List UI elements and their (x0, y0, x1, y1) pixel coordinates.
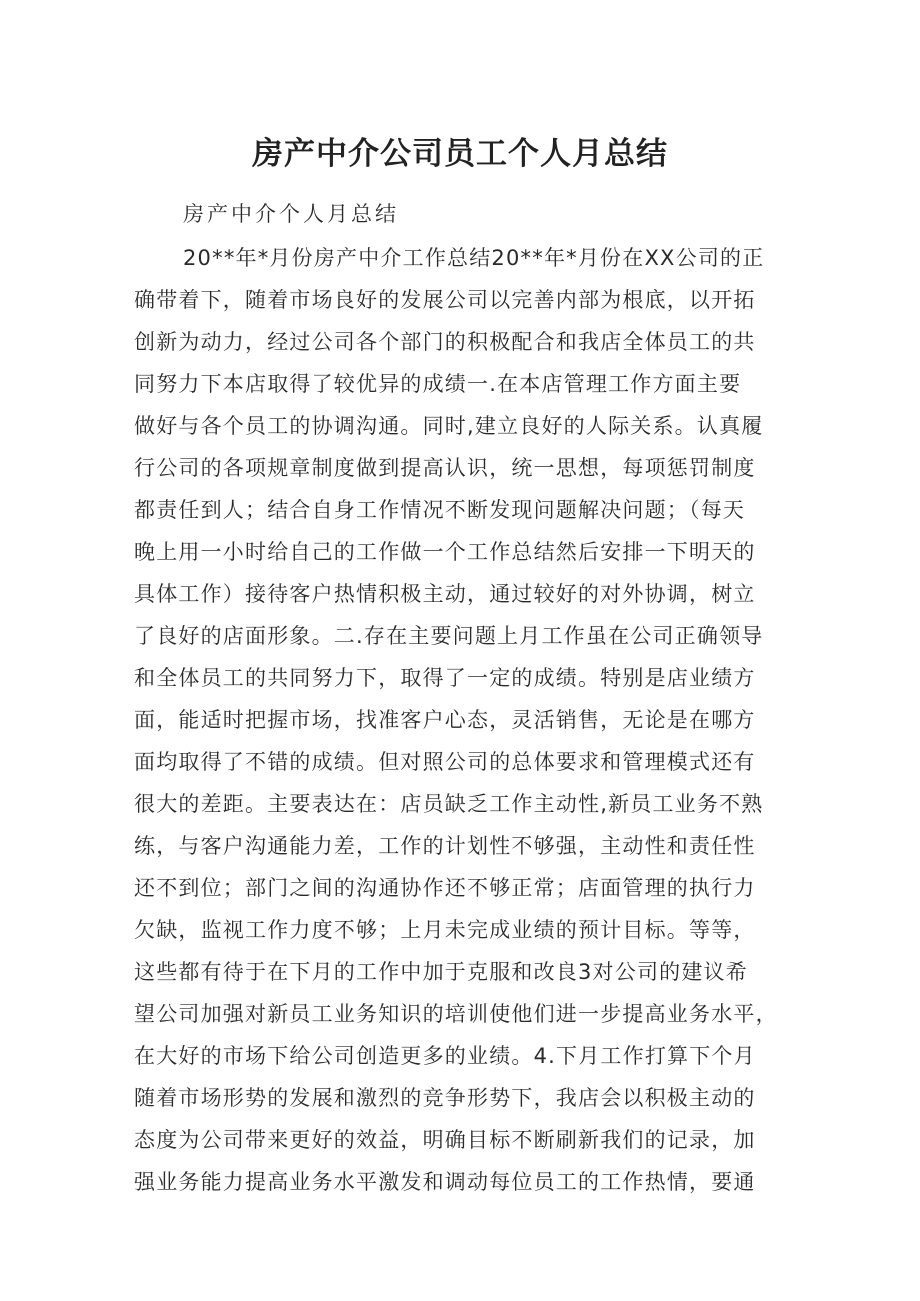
paragraph-line: 还不到位；部门之间的沟通协作还不够正常；店面管理的执行力 (134, 876, 756, 900)
paragraph-line: 做好与各个员工的协调沟通。同时,建立良好的人际关系。认真履 (134, 414, 764, 438)
paragraph-line: 创新为动力，经过公司各个部门的积极配合和我店全体员工的共 (134, 330, 756, 354)
paragraph-line: 和全体员工的共同努力下，取得了一定的成绩。特别是店业绩方 (134, 666, 756, 690)
paragraph-line: 态度为公司带来更好的效益，明确目标不断刷新我们的记录，加 (134, 1128, 756, 1152)
paragraph-line: 望公司加强对新员工业务知识的培训使他们进一步提高业务水平， (134, 1002, 778, 1026)
paragraph-line: 了良好的店面形象。二.存在主要问题上月工作虽在公司正确领导 (134, 624, 764, 648)
paragraph-line: 面均取得了不错的成绩。但对照公司的总体要求和管理模式还有 (134, 750, 756, 774)
paragraph-line: 在大好的市场下给公司创造更多的业绩。4.下月工作打算下个月 (134, 1044, 756, 1068)
paragraph-line: 具体工作）接待客户热情积极主动，通过较好的对外协调，树立 (134, 582, 756, 606)
paragraph-line: 确带着下，随着市场良好的发展公司以完善内部为根底，以开拓 (134, 288, 756, 312)
paragraph-line: 20**年*月份房产中介工作总结20**年*月份在XX公司的正 (183, 246, 765, 270)
paragraph-line: 行公司的各项规章制度做到提高认识，统一思想，每项惩罚制度 (134, 456, 756, 480)
document-title: 房产中介公司员工个人月总结 (252, 136, 668, 172)
paragraph-line: 同努力下本店取得了较优异的成绩一.在本店管理工作方面主要 (134, 372, 742, 396)
paragraph-line: 都责任到人；结合自身工作情况不断发现问题解决问题；（每天 (134, 498, 746, 522)
paragraph-line: 面，能适时把握市场，找准客户心态，灵活销售，无论是在哪方 (134, 708, 756, 732)
document-subtitle: 房产中介个人月总结 (183, 202, 399, 226)
paragraph-line: 欠缺，监视工作力度不够；上月未完成业绩的预计目标。等等， (134, 918, 756, 942)
paragraph-line: 很大的差距。主要表达在：店员缺乏工作主动性,新员工业务不熟 (134, 792, 764, 816)
paragraph-line: 练，与客户沟通能力差，工作的计划性不够强，主动性和责任性 (134, 834, 756, 858)
paragraph-line: 晚上用一小时给自己的工作做一个工作总结然后安排一下明天的 (134, 540, 756, 564)
paragraph-line: 强业务能力提高业务水平激发和调动每位员工的工作热情，要通 (134, 1170, 756, 1194)
paragraph-line: 随着市场形势的发展和激烈的竞争形势下，我店会以积极主动的 (134, 1086, 756, 1110)
paragraph-line: 这些都有待于在下月的工作中加于克服和改良3对公司的建议希 (134, 960, 748, 984)
